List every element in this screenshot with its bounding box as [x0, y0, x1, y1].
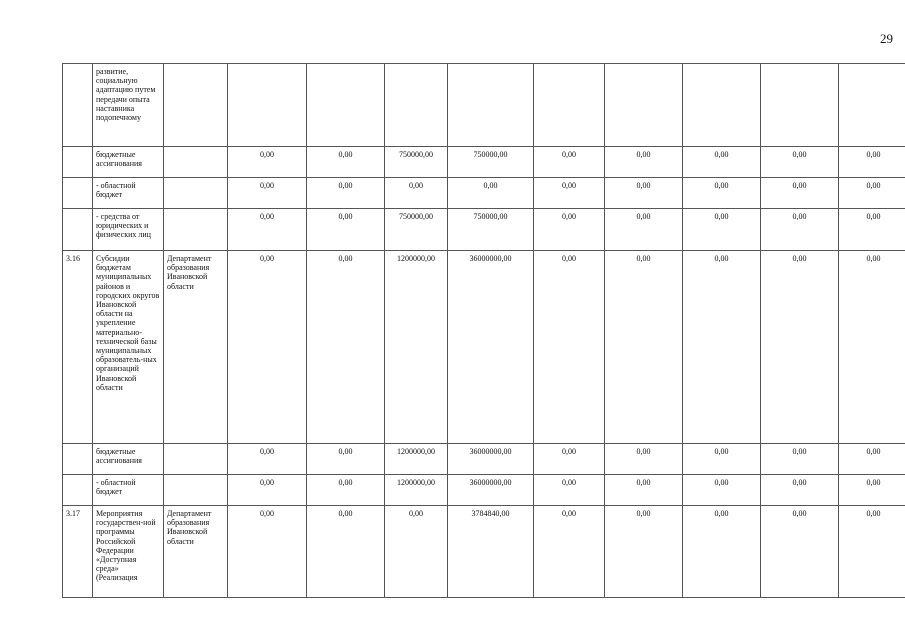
- row-value: 0,00: [683, 444, 761, 475]
- row-value: 0,00: [228, 147, 307, 178]
- table-row: [63, 475, 905, 506]
- row-executor: [164, 475, 228, 506]
- row-value: [228, 64, 307, 147]
- row-code: 3.17: [63, 506, 93, 598]
- row-name: Мероприятия государствен-ной программы Российской Федерации «Доступная среда» (Реализация: [93, 506, 164, 598]
- row-code: 3.16: [63, 251, 93, 444]
- row-name: бюджетные ассигнования: [93, 444, 164, 475]
- row-value: [761, 64, 839, 147]
- row-value: 0,00: [605, 178, 683, 209]
- row-value: 0,00: [228, 178, 307, 209]
- row-value: 0,00: [534, 444, 605, 475]
- row-value: 0,00: [385, 178, 448, 209]
- row-value: 0,00: [683, 251, 761, 444]
- table-row: [63, 209, 905, 251]
- row-code: [63, 444, 93, 475]
- row-value: 1200000,00: [385, 444, 448, 475]
- row-value: 0,00: [605, 506, 683, 598]
- row-value: 0,00: [228, 444, 307, 475]
- row-value: [307, 64, 385, 147]
- row-value: 0,00: [534, 251, 605, 444]
- row-value: 36000000,00: [448, 475, 534, 506]
- row-value: 0,00: [839, 147, 905, 178]
- row-value: 0,00: [534, 475, 605, 506]
- row-value: 36000000,00: [448, 251, 534, 444]
- row-value: 0,00: [307, 444, 385, 475]
- row-name: бюджетные ассигнования: [93, 147, 164, 178]
- row-value: 0,00: [839, 178, 905, 209]
- row-value: 1200000,00: [385, 251, 448, 444]
- row-value: 0,00: [307, 251, 385, 444]
- row-value: 0,00: [761, 178, 839, 209]
- row-value: 0,00: [605, 251, 683, 444]
- row-value: 0,00: [534, 178, 605, 209]
- row-value: [534, 64, 605, 147]
- row-value: 3784840,00: [448, 506, 534, 598]
- row-value: 0,00: [839, 444, 905, 475]
- row-executor: [164, 147, 228, 178]
- table-row: [63, 506, 905, 598]
- row-value: 0,00: [605, 209, 683, 251]
- row-value: [448, 64, 534, 147]
- row-executor: [164, 64, 228, 147]
- row-value: 750000,00: [385, 209, 448, 251]
- row-value: [385, 64, 448, 147]
- row-value: 1200000,00: [385, 475, 448, 506]
- row-value: 0,00: [839, 209, 905, 251]
- table-row: [63, 251, 905, 444]
- row-executor: [164, 178, 228, 209]
- row-value: [605, 64, 683, 147]
- row-value: 0,00: [385, 506, 448, 598]
- table-row: [63, 64, 905, 147]
- row-executor: [164, 444, 228, 475]
- row-executor: Департамент образования Ивановской области: [164, 251, 228, 444]
- row-value: 0,00: [307, 475, 385, 506]
- row-code: [63, 64, 93, 147]
- row-value: 0,00: [307, 506, 385, 598]
- row-value: 0,00: [534, 506, 605, 598]
- row-value: 0,00: [839, 475, 905, 506]
- row-value: 0,00: [761, 147, 839, 178]
- row-name: - областной бюджет: [93, 178, 164, 209]
- row-value: 0,00: [605, 444, 683, 475]
- budget-table: [62, 63, 905, 598]
- row-executor: [164, 209, 228, 251]
- row-value: 0,00: [761, 506, 839, 598]
- row-value: 750000,00: [448, 147, 534, 178]
- row-code: [63, 475, 93, 506]
- row-code: [63, 178, 93, 209]
- row-value: 0,00: [683, 506, 761, 598]
- row-name: Субсидии бюджетам муниципальных районов и городских округов Ивановской области на укрепление материально-технической базы муниципальных образователь-ных организаций Ивановской области: [93, 251, 164, 444]
- row-value: 0,00: [683, 209, 761, 251]
- row-name: - областной бюджет: [93, 475, 164, 506]
- table-row: [63, 147, 905, 178]
- row-code: [63, 147, 93, 178]
- page-number: 29: [880, 31, 893, 46]
- row-value: 0,00: [761, 209, 839, 251]
- row-value: 0,00: [683, 147, 761, 178]
- row-value: 0,00: [228, 506, 307, 598]
- row-value: 0,00: [839, 506, 905, 598]
- row-value: 0,00: [761, 251, 839, 444]
- row-name: развитие, социальную адаптацию путем передачи опыта наставника подопечному: [93, 64, 164, 147]
- row-executor: Департамент образования Ивановской области: [164, 506, 228, 598]
- row-value: 0,00: [228, 475, 307, 506]
- row-value: 0,00: [228, 251, 307, 444]
- row-code: [63, 209, 93, 251]
- row-value: 0,00: [534, 147, 605, 178]
- row-value: 0,00: [761, 444, 839, 475]
- row-value: 0,00: [307, 147, 385, 178]
- table-row: [63, 444, 905, 475]
- row-value: 0,00: [605, 147, 683, 178]
- row-value: 0,00: [683, 475, 761, 506]
- row-value: 0,00: [534, 209, 605, 251]
- row-value: 0,00: [761, 475, 839, 506]
- row-value: 750000,00: [448, 209, 534, 251]
- row-value: 0,00: [683, 178, 761, 209]
- row-value: [839, 64, 905, 147]
- row-value: 0,00: [605, 475, 683, 506]
- row-value: 0,00: [839, 251, 905, 444]
- table-row: [63, 178, 905, 209]
- row-value: 750000,00: [385, 147, 448, 178]
- row-name: - средства от юридических и физических лиц: [93, 209, 164, 251]
- row-value: 36000000,00: [448, 444, 534, 475]
- row-value: 0,00: [307, 209, 385, 251]
- row-value: 0,00: [448, 178, 534, 209]
- row-value: 0,00: [307, 178, 385, 209]
- row-value: [683, 64, 761, 147]
- row-value: 0,00: [228, 209, 307, 251]
